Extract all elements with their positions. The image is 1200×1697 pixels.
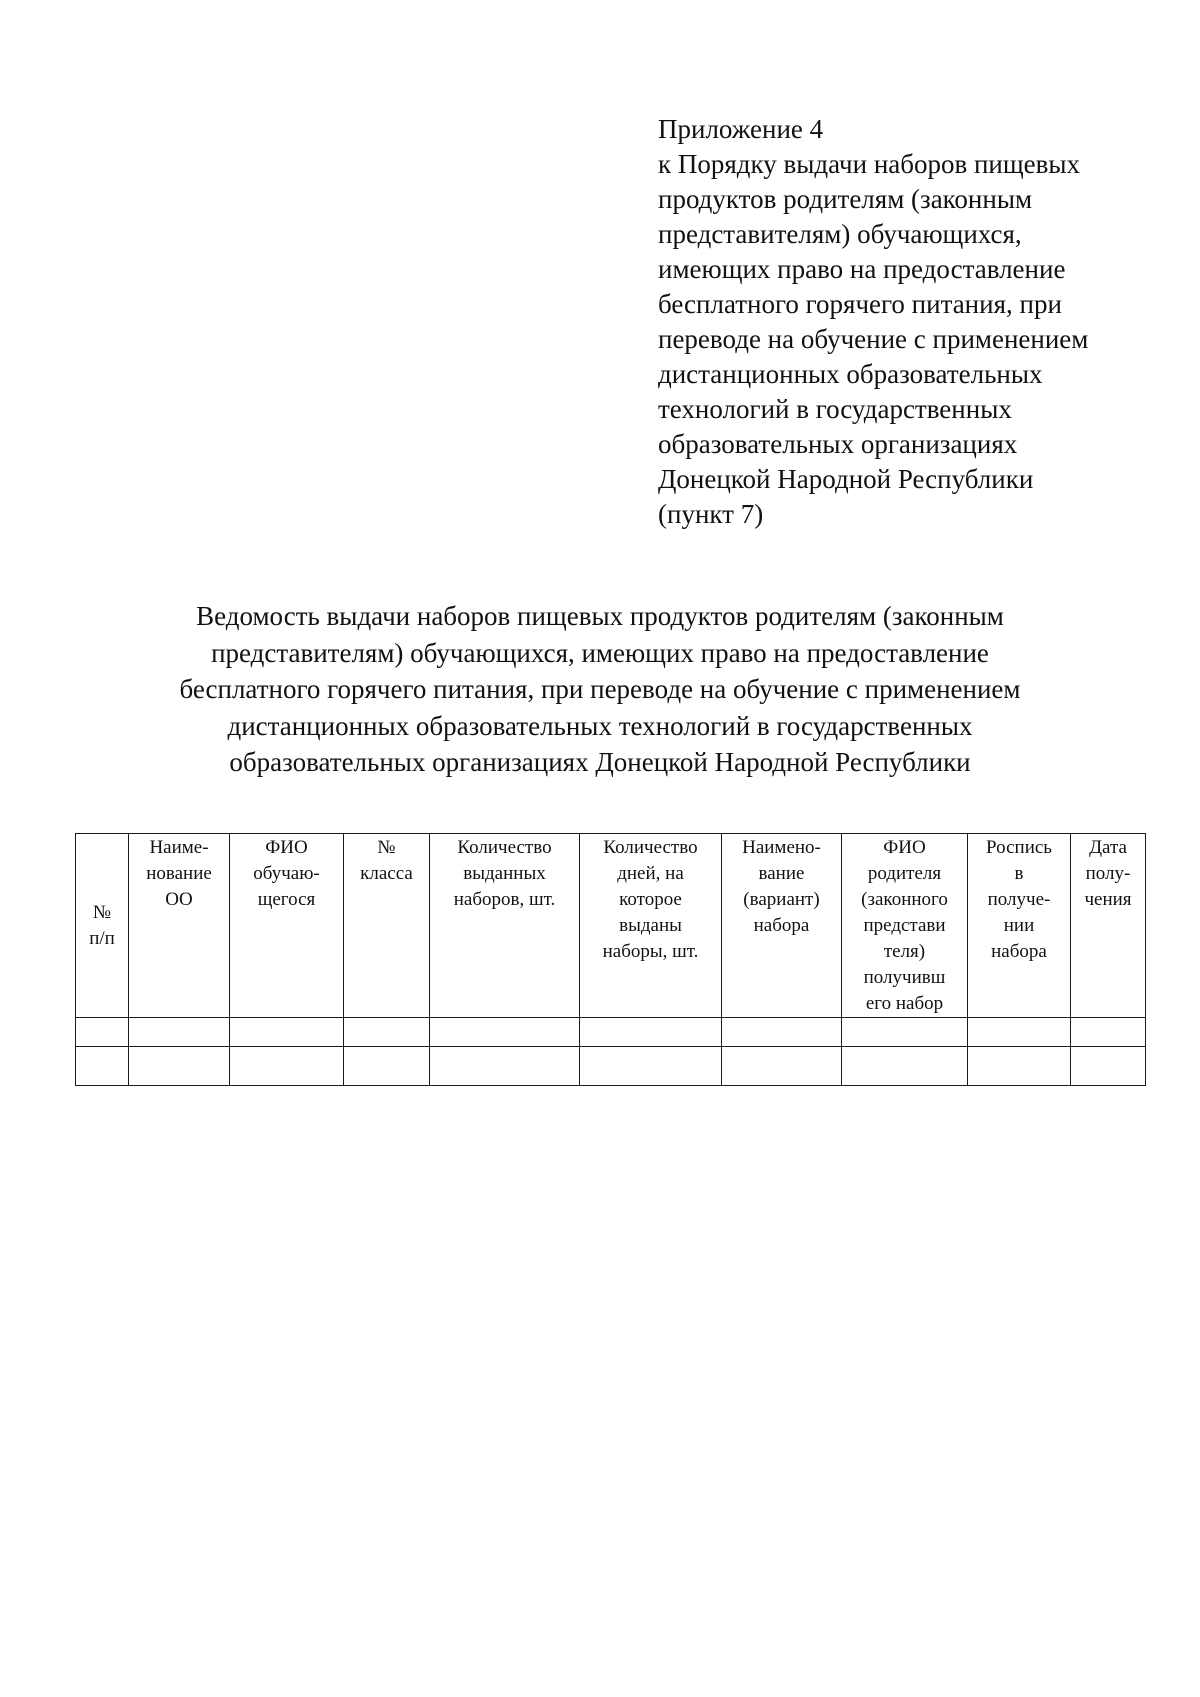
appendix-line: представителям) обучающихся, bbox=[658, 219, 1022, 249]
table-row bbox=[76, 1018, 1146, 1047]
appendix-line: бесплатного горячего питания, при bbox=[658, 289, 1062, 319]
table-cell bbox=[1071, 1018, 1146, 1047]
appendix-line: продуктов родителям (законным bbox=[658, 184, 1033, 214]
header-receipt-signature: Роспись в получе- нии набора bbox=[968, 834, 1071, 1018]
table-cell bbox=[842, 1018, 968, 1047]
appendix-line: дистанционных образовательных bbox=[658, 359, 1043, 389]
table-cell bbox=[230, 1047, 344, 1086]
document-title bbox=[140, 598, 1060, 781]
table-cell bbox=[430, 1047, 580, 1086]
table-cell bbox=[430, 1018, 580, 1047]
table-row bbox=[76, 1047, 1146, 1086]
table-cell bbox=[129, 1018, 230, 1047]
table-cell bbox=[842, 1047, 968, 1086]
issuance-ledger-table bbox=[75, 833, 1146, 1086]
appendix-line: Донецкой Народной Республики bbox=[658, 464, 1034, 494]
appendix-reference bbox=[658, 112, 1138, 532]
table-cell bbox=[76, 1047, 129, 1086]
table-cell bbox=[722, 1047, 842, 1086]
appendix-line: имеющих право на предоставление bbox=[658, 254, 1066, 284]
table-cell bbox=[344, 1047, 430, 1086]
title-line: представителям) обучающихся, имеющих право на предоставление bbox=[211, 637, 989, 668]
header-set-variant: Наимено- вание (вариант) набора bbox=[722, 834, 842, 1018]
header-receipt-date: Дата полу- чения bbox=[1071, 834, 1146, 1018]
table-cell bbox=[580, 1047, 722, 1086]
title-line: образовательных организациях Донецкой Народной Республики bbox=[229, 747, 971, 777]
table-cell bbox=[1071, 1047, 1146, 1086]
table-cell bbox=[722, 1018, 842, 1047]
table-cell bbox=[580, 1018, 722, 1047]
table-cell bbox=[76, 1018, 129, 1047]
header-class-number: № класса bbox=[344, 834, 430, 1018]
header-parent-name: ФИО родителя (законного представи теля) получивш его набор bbox=[842, 834, 968, 1018]
title-line: Ведомость выдачи наборов пищевых продуктов родителям (законным bbox=[196, 601, 1004, 631]
header-days-covered: Количество дней, на которое выданы наборы, шт. bbox=[580, 834, 722, 1018]
appendix-line: к Порядку выдачи наборов пищевых bbox=[658, 149, 1081, 179]
header-sets-issued: Количество выданных наборов, шт. bbox=[430, 834, 580, 1018]
table-cell bbox=[968, 1047, 1071, 1086]
appendix-line: технологий в государственных bbox=[658, 394, 1012, 424]
table-cell bbox=[344, 1018, 430, 1047]
header-row-number: № п/п bbox=[76, 834, 129, 1018]
appendix-line: (пункт 7) bbox=[658, 499, 764, 529]
table-cell bbox=[968, 1018, 1071, 1047]
appendix-line: образовательных организациях bbox=[658, 429, 1018, 459]
table-cell bbox=[230, 1018, 344, 1047]
title-line: дистанционных образовательных технологий в государственных bbox=[227, 710, 973, 741]
table-header-row bbox=[76, 834, 1146, 1018]
title-line: бесплатного горячего питания, при переводе на обучение с применением bbox=[179, 674, 1021, 704]
table-cell bbox=[129, 1047, 230, 1086]
appendix-line: Приложение 4 bbox=[658, 114, 824, 144]
header-organization-name: Наиме- нование ОО bbox=[129, 834, 230, 1018]
appendix-line: переводе на обучение с применением bbox=[658, 324, 1089, 354]
header-student-name: ФИО обучаю- щегося bbox=[230, 834, 344, 1018]
